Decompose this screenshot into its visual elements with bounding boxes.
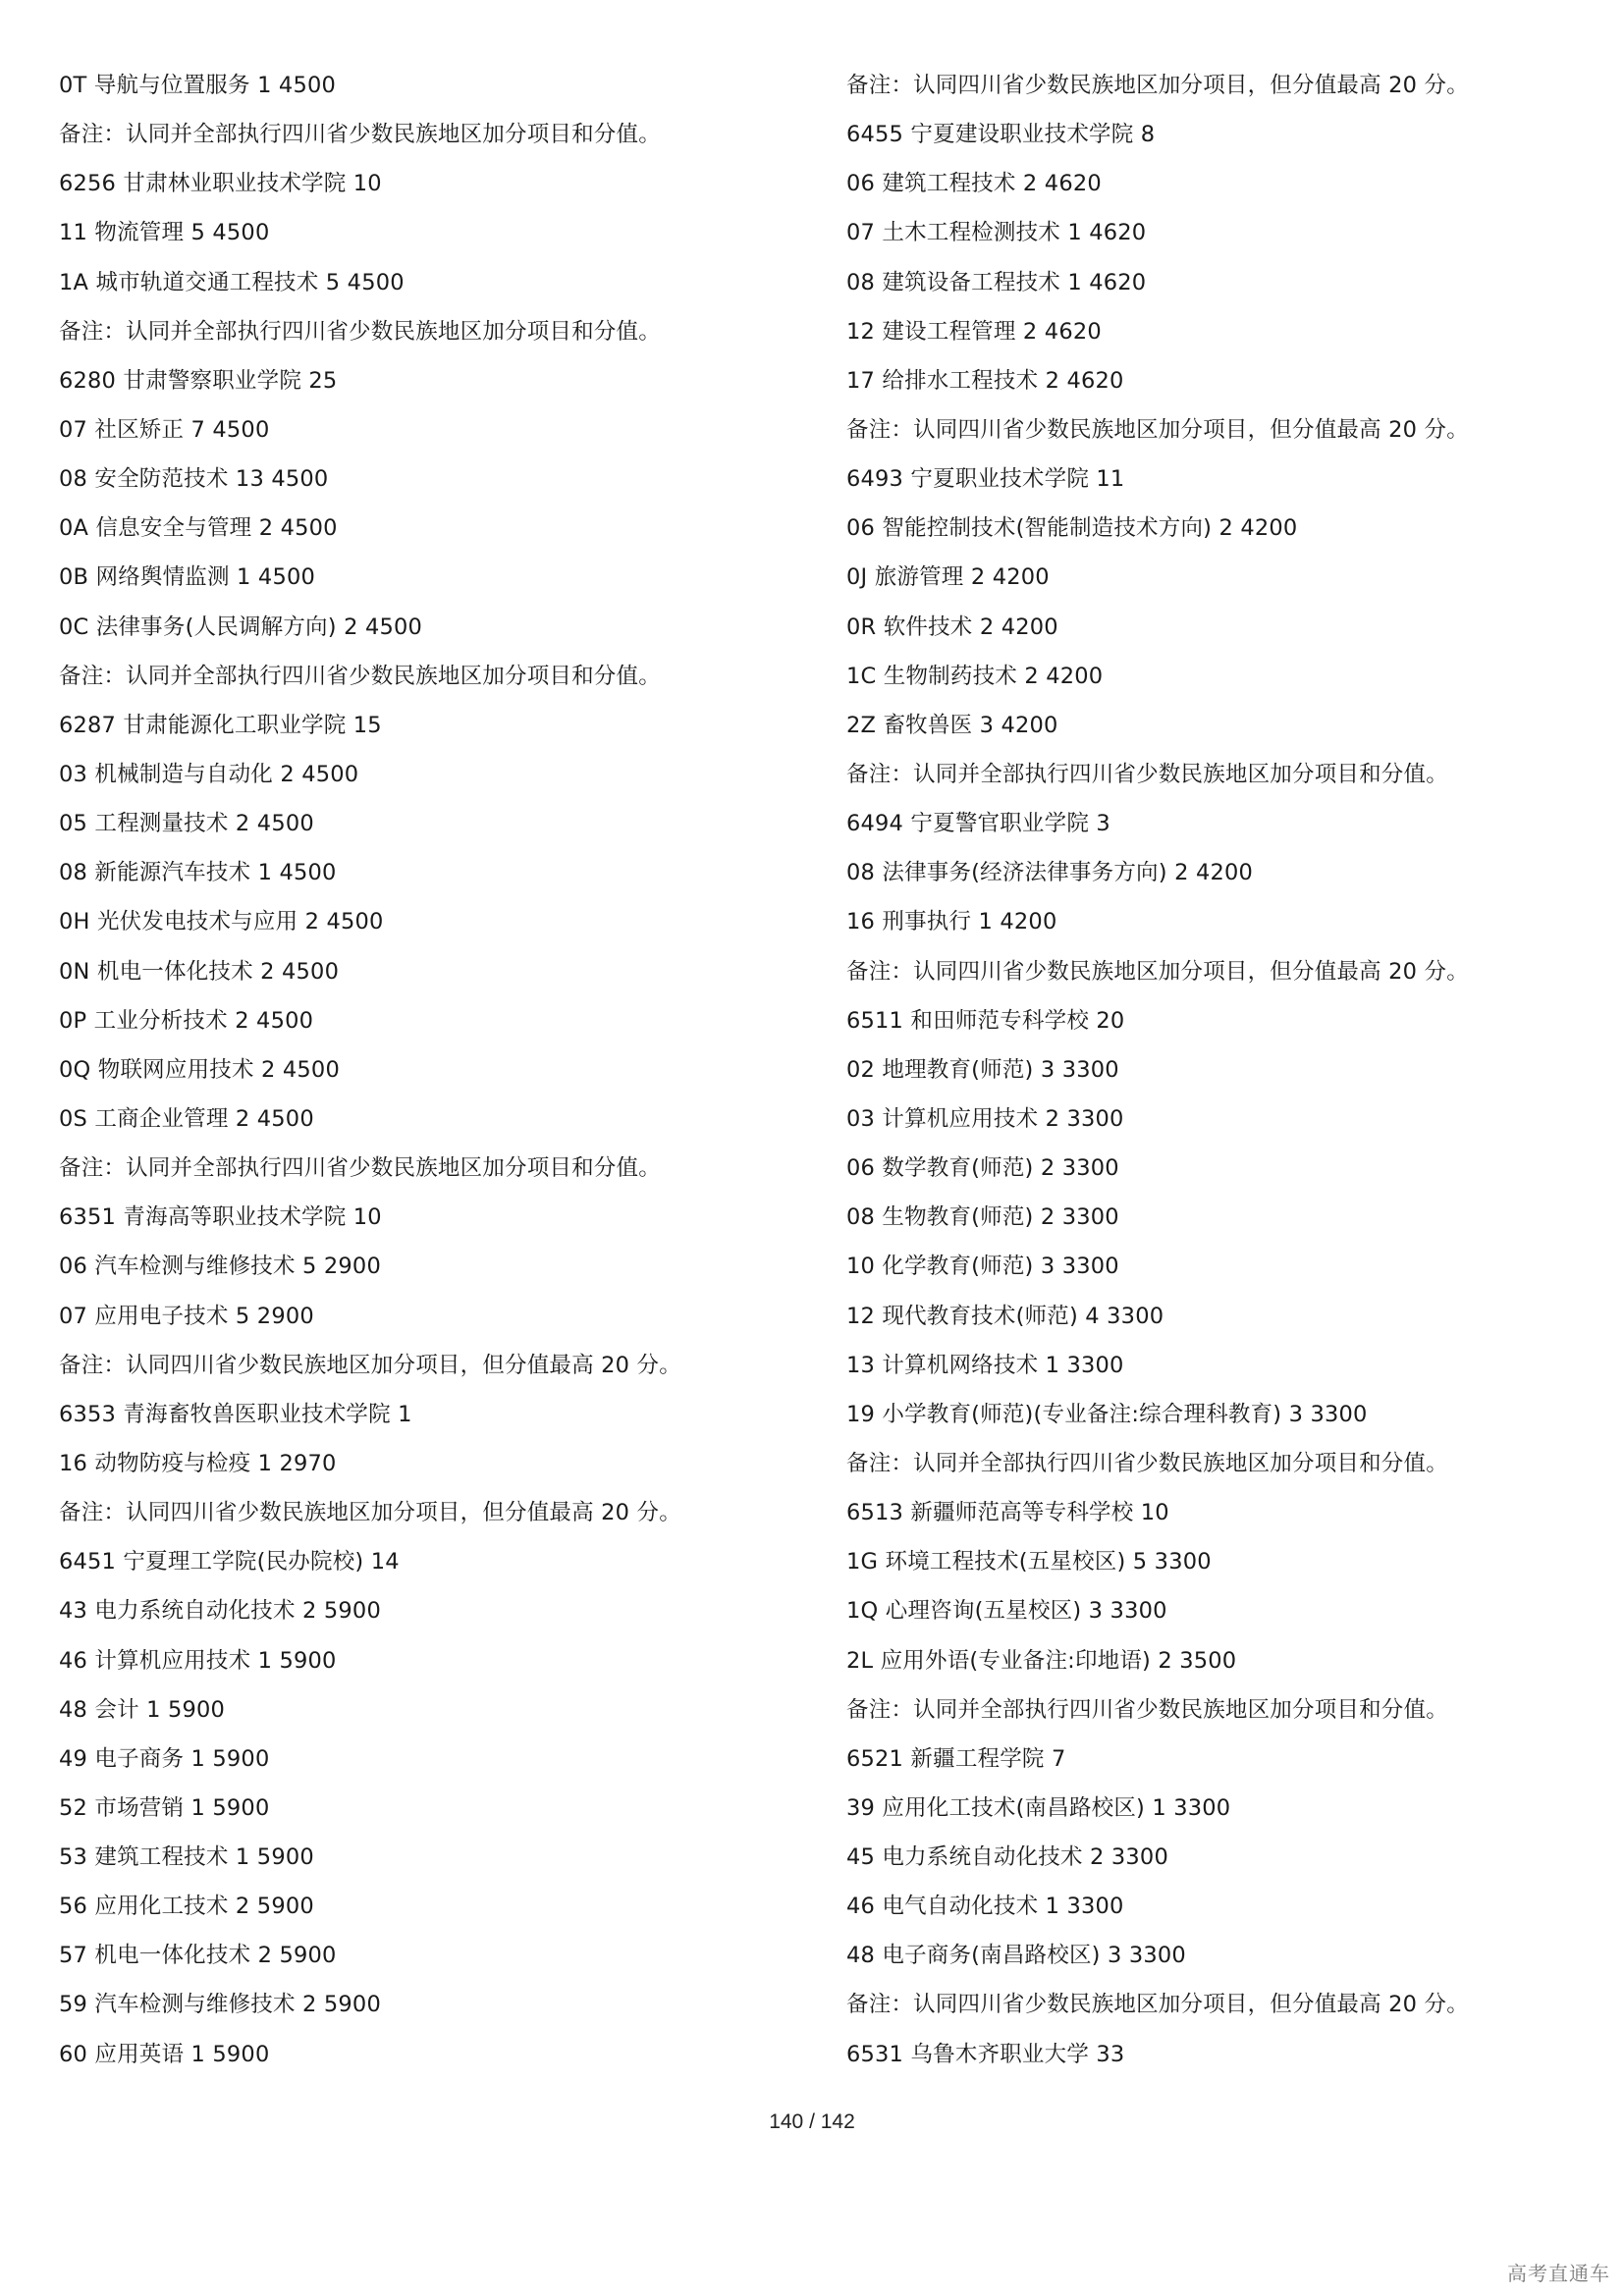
text-line: 05 工程测量技术 2 4500 xyxy=(59,811,314,837)
text-line: 59 汽车检测与维修技术 2 5900 xyxy=(59,1992,381,2018)
text-line: 1A 城市轨道交通工程技术 5 4500 xyxy=(59,269,405,295)
text-line: 39 应用化工技术(南昌路校区) 1 3300 xyxy=(846,1794,1231,1821)
text-line: 0H 光伏发电技术与应用 2 4500 xyxy=(59,909,384,935)
text-line: 08 生物教育(师范) 2 3300 xyxy=(846,1204,1119,1231)
text-line: 0P 工业分析技术 2 4500 xyxy=(59,1007,314,1034)
text-line: 56 应用化工技术 2 5900 xyxy=(59,1894,314,1920)
text-line: 备注：认同四川省少数民族地区加分项目，但分值最高 20 分。 xyxy=(59,1352,681,1378)
text-line: 12 建设工程管理 2 4620 xyxy=(846,318,1102,345)
text-line: 12 现代教育技术(师范) 4 3300 xyxy=(846,1303,1164,1329)
text-line: 46 电气自动化技术 1 3300 xyxy=(846,1894,1124,1920)
text-line: 备注：认同并全部执行四川省少数民族地区加分项目和分值。 xyxy=(59,122,661,148)
text-line: 07 应用电子技术 5 2900 xyxy=(59,1303,314,1329)
text-line: 0J 旅游管理 2 4200 xyxy=(846,564,1050,591)
page-number: 140 / 142 xyxy=(769,2110,855,2133)
text-line: 16 动物防疫与检疫 1 2970 xyxy=(59,1450,337,1476)
text-line: 19 小学教育(师范)(专业备注:综合理科教育) 3 3300 xyxy=(846,1401,1368,1427)
text-line: 08 法律事务(经济法律事务方向) 2 4200 xyxy=(846,860,1254,886)
watermark-text: 高考直通车 xyxy=(1507,2262,1610,2285)
text-line: 2Z 畜牧兽医 3 4200 xyxy=(846,712,1058,738)
text-line: 17 给排水工程技术 2 4620 xyxy=(846,367,1124,394)
text-line: 53 建筑工程技术 1 5900 xyxy=(59,1844,314,1871)
text-line: 06 智能控制技术(智能制造技术方向) 2 4200 xyxy=(846,515,1298,542)
text-line: 备注：认同并全部执行四川省少数民族地区加分项目和分值。 xyxy=(846,1450,1448,1476)
text-line: 备注：认同并全部执行四川省少数民族地区加分项目和分值。 xyxy=(59,1155,661,1182)
text-line: 08 建筑设备工程技术 1 4620 xyxy=(846,269,1147,295)
text-line: 6521 新疆工程学院 7 xyxy=(846,1745,1066,1772)
text-line: 07 社区矫正 7 4500 xyxy=(59,416,270,443)
text-line: 06 建筑工程技术 2 4620 xyxy=(846,171,1102,197)
text-line: 6256 甘肃林业职业技术学院 10 xyxy=(59,171,382,197)
text-line: 备注：认同四川省少数民族地区加分项目，但分值最高 20 分。 xyxy=(846,73,1469,98)
text-line: 备注：认同四川省少数民族地区加分项目，但分值最高 20 分。 xyxy=(846,958,1469,985)
text-line: 07 土木工程检测技术 1 4620 xyxy=(846,220,1147,246)
left-column xyxy=(59,61,825,2079)
text-line: 49 电子商务 1 5900 xyxy=(59,1745,270,1772)
text-line: 0C 法律事务(人民调解方向) 2 4500 xyxy=(59,614,423,640)
text-line: 0B 网络舆情监测 1 4500 xyxy=(59,564,315,591)
text-line: 2L 应用外语(专业备注:印地语) 2 3500 xyxy=(846,1647,1237,1674)
text-line: 0Q 物联网应用技术 2 4500 xyxy=(59,1056,340,1083)
text-line: 6451 宁夏理工学院(民办院校) 14 xyxy=(59,1549,400,1575)
text-line: 46 计算机应用技术 1 5900 xyxy=(59,1647,337,1674)
text-line: 0R 软件技术 2 4200 xyxy=(846,614,1058,640)
text-line: 43 电力系统自动化技术 2 5900 xyxy=(59,1598,381,1625)
text-line: 备注：认同并全部执行四川省少数民族地区加分项目和分值。 xyxy=(59,318,661,345)
text-line: 08 新能源汽车技术 1 4500 xyxy=(59,860,337,886)
text-line: 6280 甘肃警察职业学院 25 xyxy=(59,367,338,394)
text-line: 6455 宁夏建设职业技术学院 8 xyxy=(846,122,1156,148)
text-line: 57 机电一体化技术 2 5900 xyxy=(59,1943,337,1969)
text-line: 6351 青海高等职业技术学院 10 xyxy=(59,1204,382,1231)
text-line: 06 汽车检测与维修技术 5 2900 xyxy=(59,1254,381,1280)
text-line: 48 电子商务(南昌路校区) 3 3300 xyxy=(846,1943,1186,1969)
text-line: 60 应用英语 1 5900 xyxy=(59,2041,270,2067)
text-line: 10 化学教育(师范) 3 3300 xyxy=(846,1254,1119,1280)
text-line: 08 安全防范技术 13 4500 xyxy=(59,466,329,493)
text-line: 0S 工商企业管理 2 4500 xyxy=(59,1105,314,1132)
text-line: 45 电力系统自动化技术 2 3300 xyxy=(846,1844,1168,1871)
text-line: 6353 青海畜牧兽医职业技术学院 1 xyxy=(59,1401,412,1427)
text-line: 备注：认同四川省少数民族地区加分项目，但分值最高 20 分。 xyxy=(846,1992,1469,2018)
text-line: 备注：认同四川省少数民族地区加分项目，但分值最高 20 分。 xyxy=(59,1500,681,1526)
text-line: 0A 信息安全与管理 2 4500 xyxy=(59,515,338,542)
text-line: 6511 和田师范专科学校 20 xyxy=(846,1007,1125,1034)
text-line: 13 计算机网络技术 1 3300 xyxy=(846,1352,1124,1378)
text-line: 06 数学教育(师范) 2 3300 xyxy=(846,1155,1119,1182)
text-line: 11 物流管理 5 4500 xyxy=(59,220,270,246)
text-line: 16 刑事执行 1 4200 xyxy=(846,909,1057,935)
text-line: 1G 环境工程技术(五星校区) 5 3300 xyxy=(846,1549,1212,1575)
text-line: 6531 乌鲁木齐职业大学 33 xyxy=(846,2041,1125,2067)
text-line: 1C 生物制药技术 2 4200 xyxy=(846,663,1104,689)
text-line: 6513 新疆师范高等专科学校 10 xyxy=(846,1500,1169,1526)
text-line: 02 地理教育(师范) 3 3300 xyxy=(846,1056,1119,1083)
text-line: 0T 导航与位置服务 1 4500 xyxy=(59,73,336,98)
right-column xyxy=(846,61,1612,2079)
text-line: 03 计算机应用技术 2 3300 xyxy=(846,1105,1124,1132)
text-line: 0N 机电一体化技术 2 4500 xyxy=(59,958,340,985)
text-line: 备注：认同并全部执行四川省少数民族地区加分项目和分值。 xyxy=(59,663,661,689)
text-line: 备注：认同并全部执行四川省少数民族地区加分项目和分值。 xyxy=(846,1696,1448,1723)
text-line: 48 会计 1 5900 xyxy=(59,1696,226,1723)
text-line: 备注：认同四川省少数民族地区加分项目，但分值最高 20 分。 xyxy=(846,416,1469,443)
text-line: 6493 宁夏职业技术学院 11 xyxy=(846,466,1125,493)
text-line: 备注：认同并全部执行四川省少数民族地区加分项目和分值。 xyxy=(846,761,1448,787)
text-line: 1Q 心理咨询(五星校区) 3 3300 xyxy=(846,1598,1167,1625)
text-line: 52 市场营销 1 5900 xyxy=(59,1794,270,1821)
text-line: 03 机械制造与自动化 2 4500 xyxy=(59,761,359,787)
text-line: 6287 甘肃能源化工职业学院 15 xyxy=(59,712,382,738)
text-line: 6494 宁夏警官职业学院 3 xyxy=(846,811,1110,837)
